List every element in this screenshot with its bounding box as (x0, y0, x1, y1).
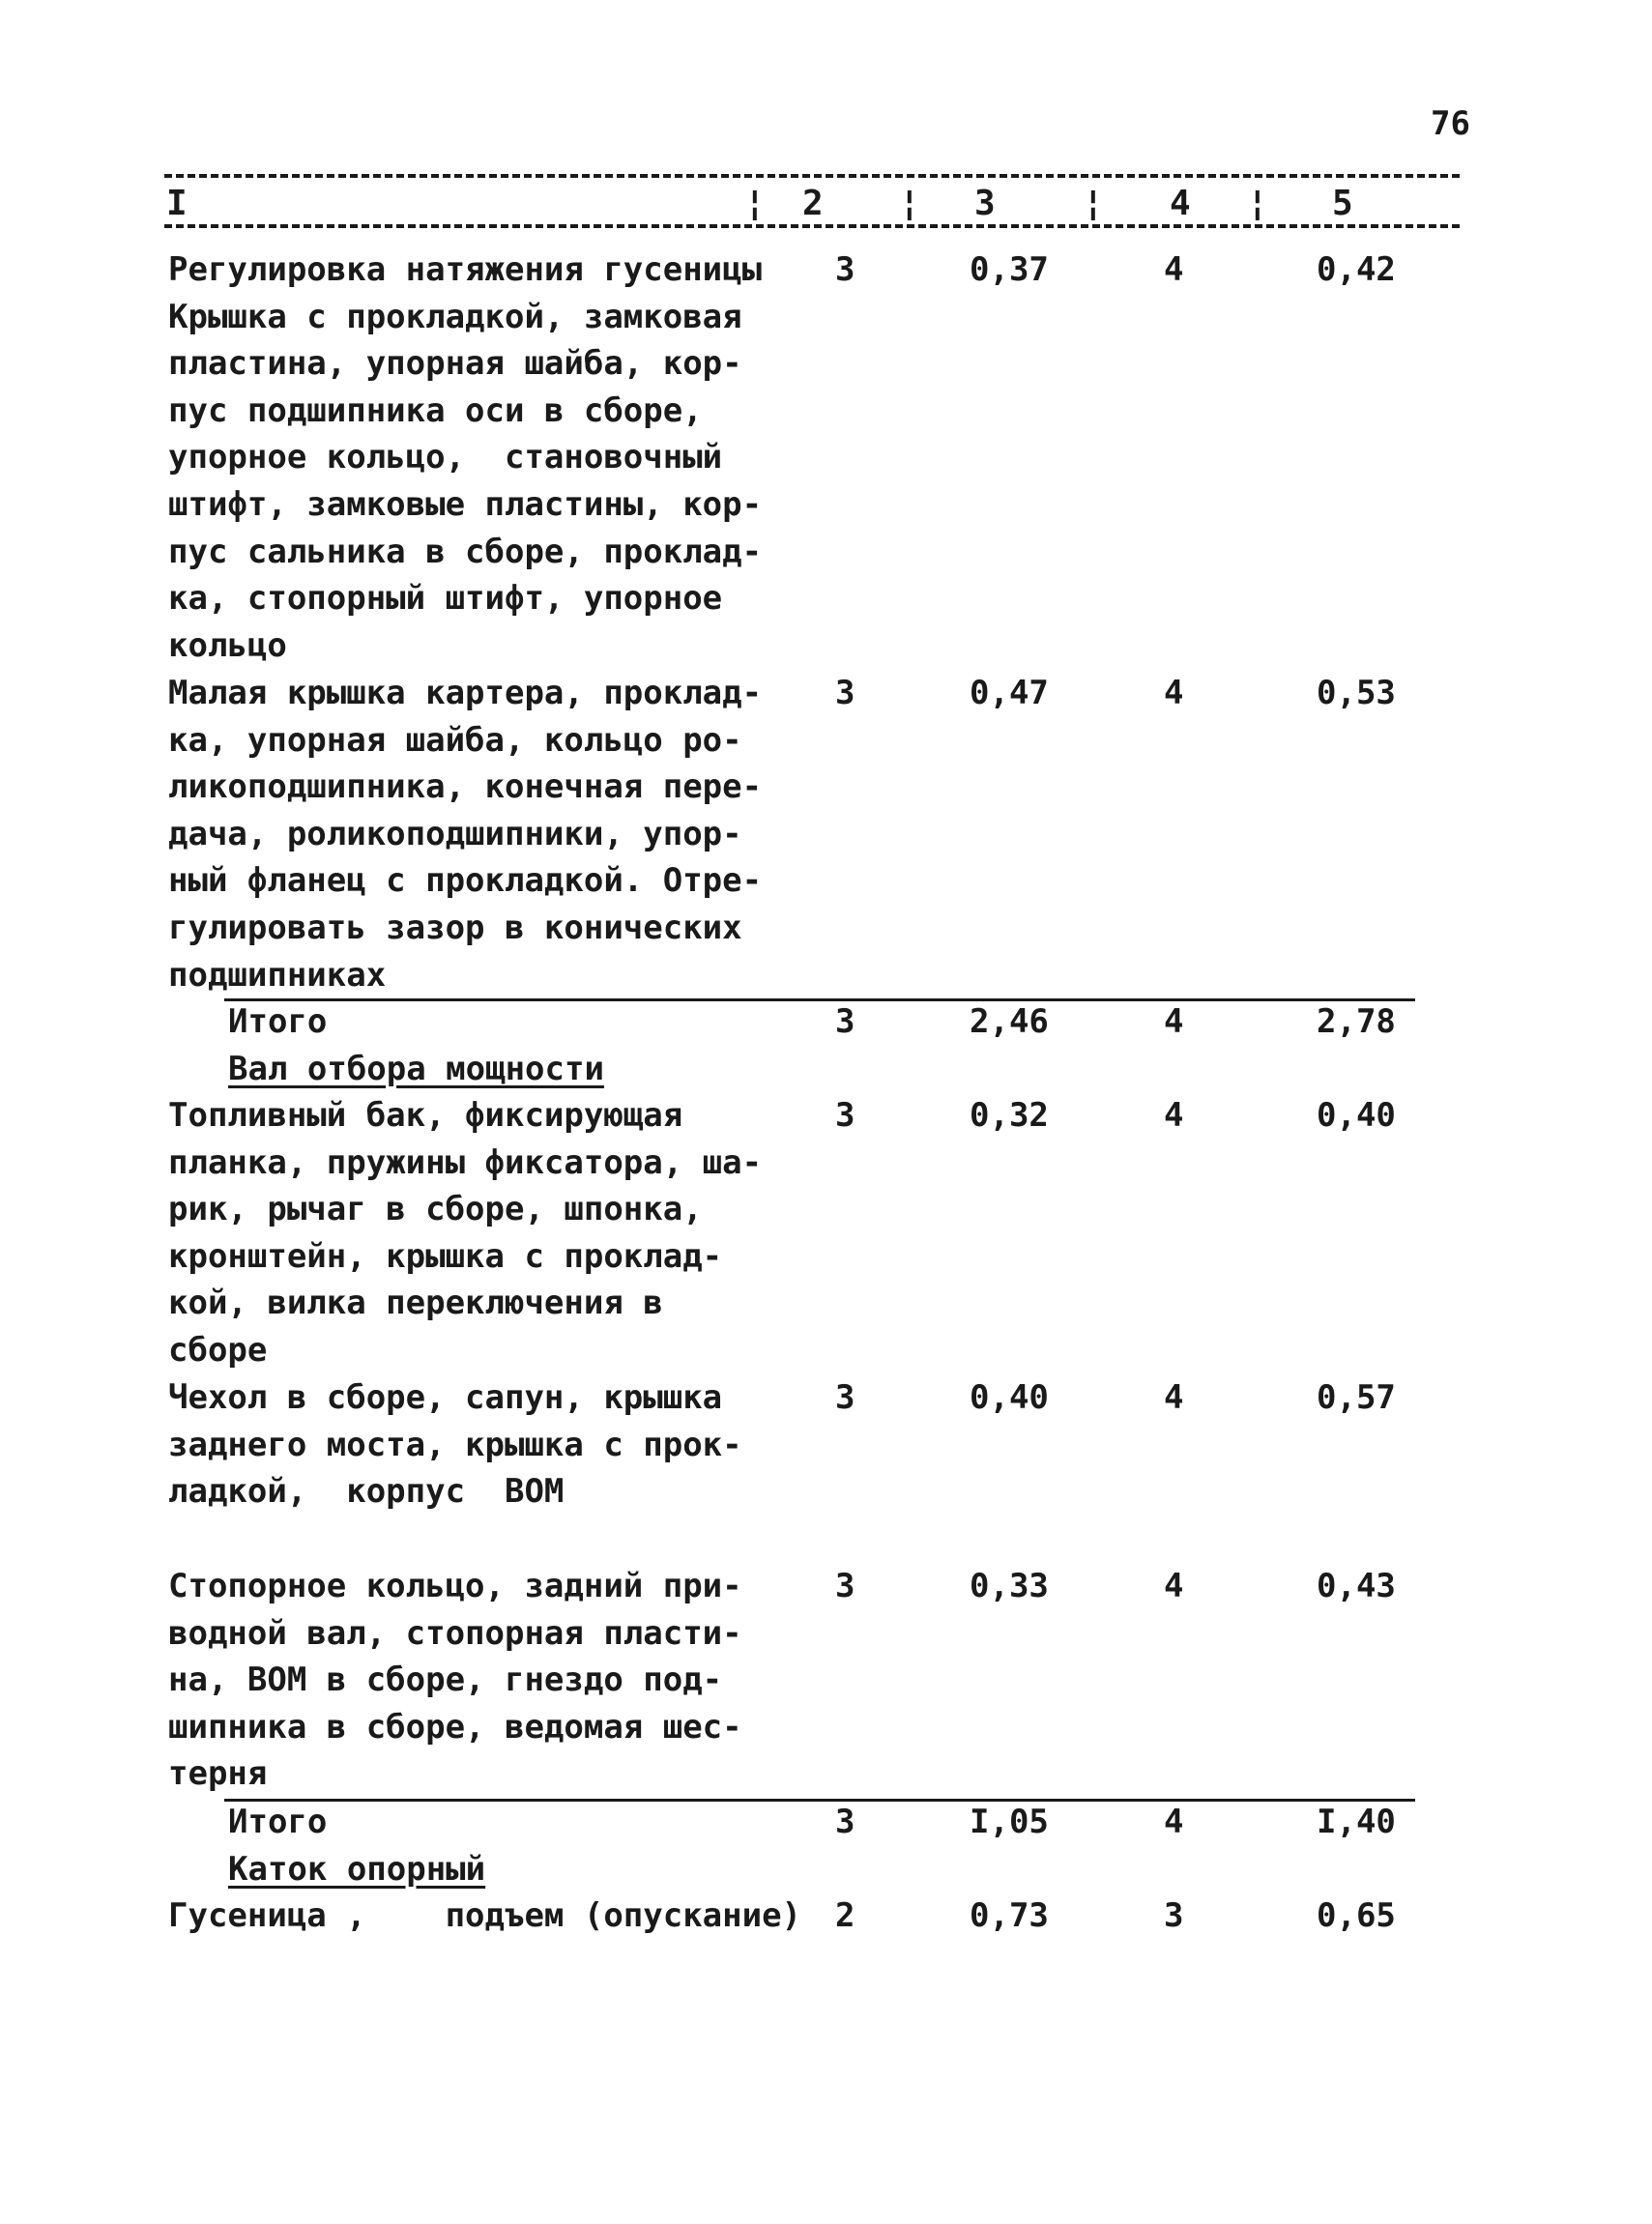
total-col-2: 3 (835, 1002, 855, 1041)
row-col-5: 0,53 (1317, 674, 1396, 712)
row-col-5: 0,65 (1317, 1896, 1396, 1935)
header-col-4: 4 (1170, 184, 1191, 223)
total-col-4: 4 (1164, 1002, 1184, 1041)
header-separator: ¦ (899, 184, 920, 223)
header-separator: ¦ (1247, 184, 1268, 223)
row-col-2: 3 (835, 1096, 855, 1135)
row-description: Регулировка натяжения гусеницы Крышка с прокладкой, замковая пластина, упорная шайба, кор- пус подшипника оси в сборе, упорное кольцо, становочный штифт, замковые пластины, кор- пус сальника в сборе, проклад- ка, стопорный штифт, упорное кольцо (168, 250, 763, 665)
row-col-4: 4 (1164, 250, 1184, 289)
row-description: Стопорное кольцо, задний при- водной вал, стопорная пласти- на, ВОМ в сборе, гнездо под- шипника в сборе, ведомая шес- терня (168, 1567, 742, 1794)
total-col-3: I,05 (970, 1803, 1049, 1841)
header-col-3: 3 (974, 184, 996, 223)
total-col-2: 3 (835, 1803, 855, 1841)
row-description: Гусеница , подъем (опускание) (168, 1896, 802, 1935)
section-heading: Вал отбора мощности (228, 1050, 604, 1088)
row-description: Чехол в сборе, сапун, крышка заднего моста, крышка с прок- ладкой, корпус ВОМ (168, 1378, 742, 1512)
row-col-2: 3 (835, 250, 855, 289)
row-description: Топливный бак, фиксирующая планка, пружины фиксатора, ша- рик, рычаг в сборе, шпонка, кронштейн, крышка с проклад- кой, вилка переключения в сборе (168, 1096, 763, 1370)
row-col-4: 4 (1164, 674, 1184, 712)
page-number: 76 (1431, 104, 1470, 143)
total-col-5: I,40 (1317, 1803, 1396, 1841)
total-label: Итого (228, 1002, 328, 1041)
row-col-5: 0,40 (1317, 1096, 1396, 1135)
total-col-3: 2,46 (970, 1002, 1049, 1041)
row-col-5: 0,42 (1317, 250, 1396, 289)
total-col-5: 2,78 (1317, 1002, 1396, 1041)
total-col-4: 4 (1164, 1803, 1184, 1841)
row-description: Малая крышка картера, проклад- ка, упорная шайба, кольцо ро- ликоподшипника, конечная пере- дача, роликоподшипники, упор- ный фланец с прокладкой. Отре- гулировать зазор в конических подшипниках (168, 674, 763, 995)
row-col-3: 0,40 (970, 1378, 1049, 1417)
row-col-2: 3 (835, 1567, 855, 1605)
row-col-3: 0,32 (970, 1096, 1049, 1135)
row-col-4: 3 (1164, 1896, 1184, 1935)
header-bottom-rule (164, 224, 1460, 228)
row-col-3: 0,37 (970, 250, 1049, 289)
row-col-2: 2 (835, 1896, 855, 1935)
section-heading: Каток опорный (228, 1850, 486, 1889)
row-col-3: 0,73 (970, 1896, 1049, 1935)
header-top-rule (164, 174, 1460, 178)
row-col-3: 0,33 (970, 1567, 1049, 1605)
row-col-4: 4 (1164, 1567, 1184, 1605)
subtotal-rule (224, 998, 1415, 1001)
header-col-2: 2 (802, 184, 824, 223)
header-col-5: 5 (1332, 184, 1353, 223)
header-separator: ¦ (744, 184, 766, 223)
row-col-2: 3 (835, 1378, 855, 1417)
header-separator: ¦ (1083, 184, 1104, 223)
subtotal-rule (224, 1799, 1415, 1802)
row-col-2: 3 (835, 674, 855, 712)
row-col-5: 0,57 (1317, 1378, 1396, 1417)
row-col-4: 4 (1164, 1378, 1184, 1417)
row-col-5: 0,43 (1317, 1567, 1396, 1605)
row-col-3: 0,47 (970, 674, 1049, 712)
row-col-4: 4 (1164, 1096, 1184, 1135)
header-col-1: I (166, 184, 188, 223)
total-label: Итого (228, 1803, 328, 1841)
